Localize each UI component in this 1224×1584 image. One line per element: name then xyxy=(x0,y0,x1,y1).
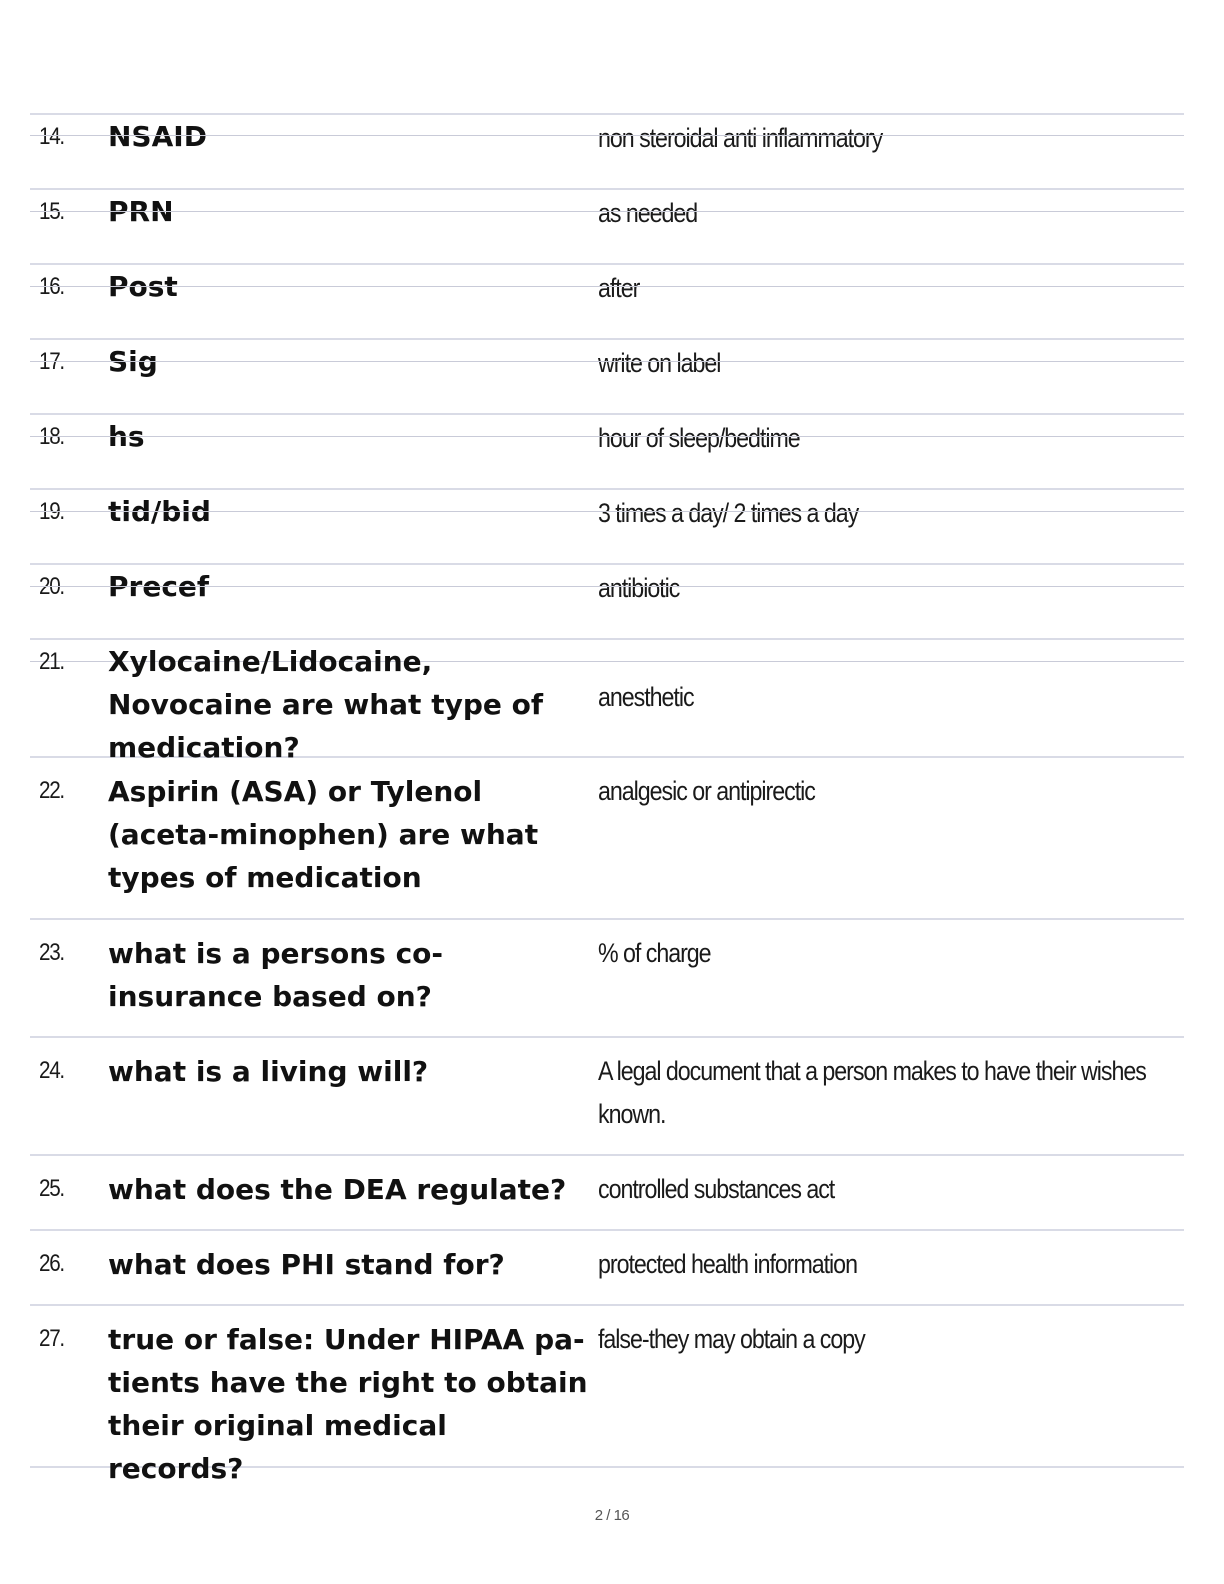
row-number: 21. xyxy=(39,648,64,675)
row-term: hs xyxy=(108,420,145,453)
row-term: NSAID xyxy=(108,120,207,153)
row-definition: analgesic or antipirectic xyxy=(598,776,815,806)
row-definition: A legal document that a person makes to have their wishes known. xyxy=(598,1056,1146,1129)
table-row xyxy=(30,565,1184,640)
row-term: Xylocaine/Lidocaine, Novocaine are what type of medication? xyxy=(108,645,544,764)
table-row xyxy=(30,920,1184,1038)
table-row xyxy=(30,490,1184,565)
table-row xyxy=(30,640,1184,764)
row-number: 17. xyxy=(39,348,64,375)
row-number: 18. xyxy=(39,423,64,450)
row-definition: non steroidal anti inflammatory xyxy=(598,123,883,153)
row-definition: write on label xyxy=(598,348,721,378)
page-number: 2 / 16 xyxy=(594,1507,630,1524)
row-term: PRN xyxy=(108,195,174,228)
row-definition: % of charge xyxy=(598,938,711,968)
row-definition: antibiotic xyxy=(598,573,680,603)
row-definition: as needed xyxy=(598,198,698,228)
table-row xyxy=(30,1231,1184,1306)
row-number: 16. xyxy=(39,273,64,300)
row-number: 25. xyxy=(39,1175,64,1202)
table-row xyxy=(30,1156,1184,1231)
row-term: Aspirin (ASA) or Tylenol (aceta-minophen) are what types of medication xyxy=(108,775,539,894)
row-number: 26. xyxy=(39,1250,64,1277)
row-number: 19. xyxy=(39,498,64,525)
table-row xyxy=(30,1306,1184,1485)
row-definition: after xyxy=(598,273,640,303)
row-number: 22. xyxy=(39,777,64,804)
row-number: 15. xyxy=(39,198,64,225)
flashcard-table xyxy=(30,113,1184,1485)
row-term: tid/bid xyxy=(108,495,211,528)
row-definition: 3 times a day/ 2 times a day xyxy=(598,498,859,528)
row-term: Precef xyxy=(108,570,210,603)
row-definition: hour of sleep/bedtime xyxy=(598,423,800,453)
row-term: what is a persons co-insurance based on? xyxy=(108,937,444,1013)
row-definition: protected health information xyxy=(598,1249,857,1279)
table-row xyxy=(30,1038,1184,1156)
table-row xyxy=(30,190,1184,265)
row-term: what does the DEA regulate? xyxy=(108,1173,567,1206)
row-term: what is a living will? xyxy=(108,1055,429,1088)
row-term: true or false: Under HIPAA pa-tients have the right to obtain their original medical records? xyxy=(108,1323,588,1485)
row-definition: controlled substances act xyxy=(598,1174,835,1204)
row-term: Sig xyxy=(108,345,158,378)
table-row xyxy=(30,758,1184,920)
row-number: 23. xyxy=(39,939,64,966)
row-term: what does PHI stand for? xyxy=(108,1248,505,1281)
row-number: 20. xyxy=(39,573,64,600)
row-definition: false-they may obtain a copy xyxy=(598,1324,865,1354)
row-number: 14. xyxy=(39,123,64,150)
table-row xyxy=(30,415,1184,490)
row-number: 27. xyxy=(39,1325,64,1352)
table-row xyxy=(30,340,1184,415)
row-term: Post xyxy=(108,270,178,303)
row-number: 24. xyxy=(39,1057,64,1084)
table-row xyxy=(30,265,1184,340)
table-row xyxy=(30,115,1184,190)
row-definition: anesthetic xyxy=(598,682,694,712)
